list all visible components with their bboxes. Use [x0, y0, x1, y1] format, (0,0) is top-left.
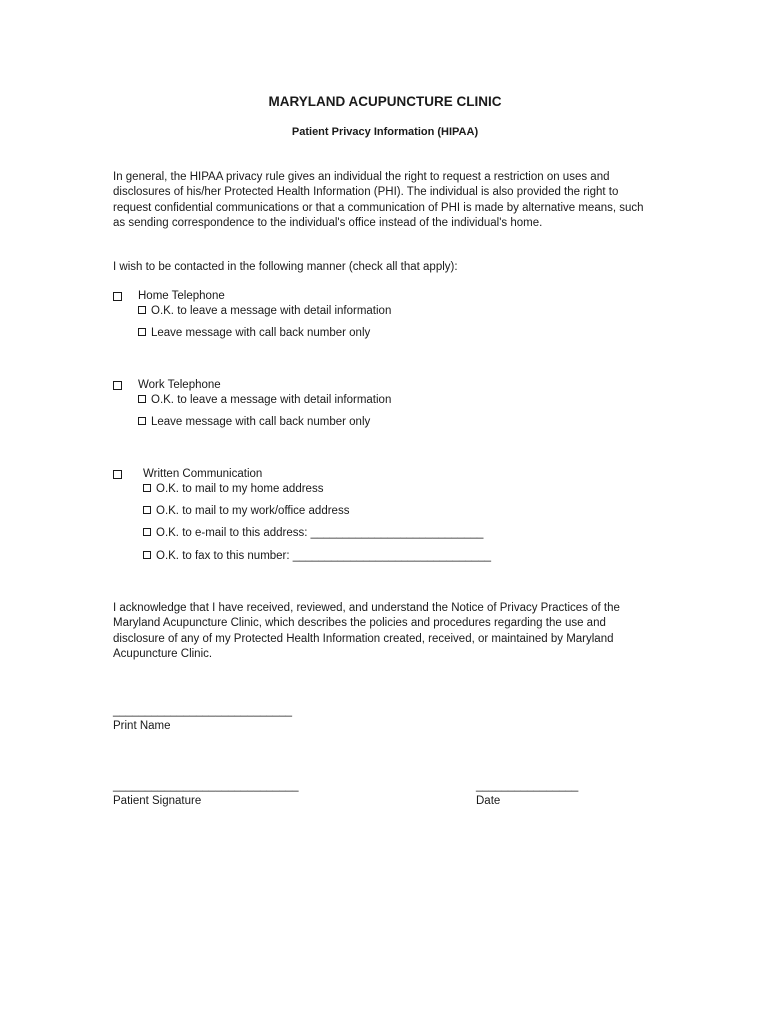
checkbox-icon[interactable] — [143, 528, 151, 536]
date-label: Date — [476, 795, 501, 807]
signature-line[interactable]: _____________________________ — [113, 780, 299, 792]
form-subtitle: Patient Privacy Information (HIPAA) — [291, 126, 479, 138]
written-option-home-mail[interactable] — [143, 483, 323, 495]
home-telephone-checkbox[interactable] — [113, 292, 122, 301]
work-telephone-checkbox[interactable] — [113, 381, 122, 390]
checkbox-icon[interactable] — [138, 328, 146, 336]
date-line[interactable]: ________________ — [476, 780, 579, 792]
print-name-label: Print Name — [113, 720, 171, 732]
written-option-home-mail-label: O.K. to mail to my home address — [156, 483, 324, 495]
print-name-line[interactable]: ____________________________ — [113, 705, 293, 717]
checkbox-icon[interactable] — [143, 506, 151, 514]
written-communication-label: Written Communication — [143, 468, 263, 480]
written-option-work-mail-label: O.K. to mail to my work/office address — [156, 505, 350, 517]
work-option-detail-label: O.K. to leave a message with detail information — [151, 394, 392, 406]
patient-signature-label: Patient Signature — [113, 795, 202, 807]
work-option-callback-label: Leave message with call back number only — [151, 416, 371, 428]
checkbox-icon[interactable] — [143, 484, 151, 492]
intro-paragraph: In general, the HIPAA privacy rule gives an individual the right to request a restriction on uses and disclosures of his/her Protected Health Information (PHI). The individual is also provided the right to request confidential communications or that a communication of PHI is made by alternative means, such as sending correspondence to the individual's office instead of the individual's home. — [113, 171, 644, 230]
checkbox-icon[interactable] — [138, 306, 146, 314]
contact-prompt: I wish to be contacted in the following manner (check all that apply): — [113, 261, 458, 273]
written-option-fax[interactable] — [143, 550, 491, 562]
work-telephone-label: Work Telephone — [138, 379, 221, 391]
home-option-detail-label: O.K. to leave a message with detail information — [151, 305, 392, 317]
written-option-email-label: O.K. to e-mail to this address: ___________________________ — [156, 527, 484, 539]
written-communication-checkbox[interactable] — [113, 470, 122, 479]
work-option-callback[interactable] — [138, 416, 370, 428]
home-option-callback-label: Leave message with call back number only — [151, 327, 371, 339]
checkbox-icon[interactable] — [138, 417, 146, 425]
acknowledgement-paragraph: I acknowledge that I have received, reviewed, and understand the Notice of Privacy Practices of the Maryland Acupuncture Clinic, which describes the policies and procedures regarding the use and disclosure of any of my Protected Health Information created, received, or maintained by Maryland Acupuncture Clinic. — [113, 602, 620, 661]
checkbox-icon[interactable] — [143, 551, 151, 559]
home-option-detail[interactable] — [138, 305, 391, 317]
written-option-work-mail[interactable] — [143, 505, 349, 517]
home-option-callback[interactable] — [138, 327, 370, 339]
home-telephone-label: Home Telephone — [138, 290, 225, 302]
written-option-email[interactable] — [143, 527, 483, 539]
clinic-title: MARYLAND ACUPUNCTURE CLINIC — [268, 94, 502, 109]
written-option-fax-label: O.K. to fax to this number: _______________________________ — [156, 550, 492, 562]
work-option-detail[interactable] — [138, 394, 391, 406]
checkbox-icon[interactable] — [138, 395, 146, 403]
